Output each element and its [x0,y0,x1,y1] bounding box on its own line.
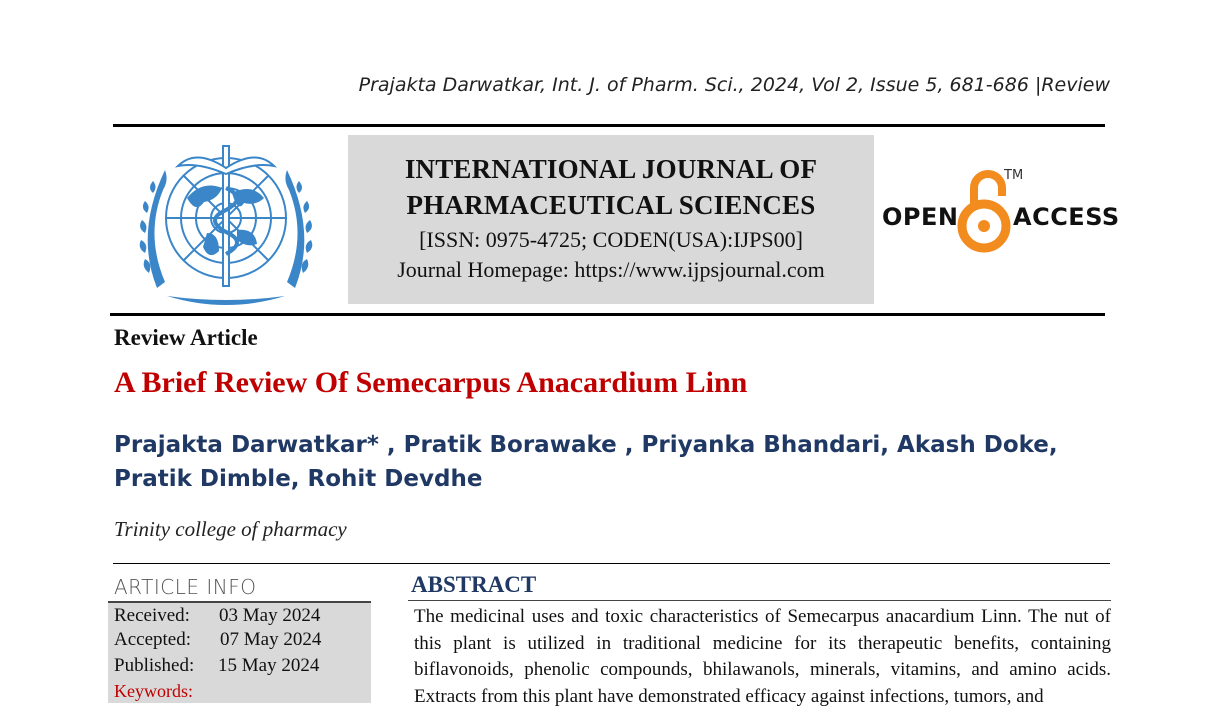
open-access-logo [880,166,1120,256]
keywords-label: Keywords: [114,681,193,701]
section-divider [113,563,1110,564]
published-label: Published: [114,655,195,676]
header-bottom-rule [110,313,1105,316]
article-type: Review Article [114,325,258,350]
published-date: 15 May 2024 [218,655,320,676]
abstract-heading: ABSTRACT [411,572,537,597]
open-access-left-word: OPEN [882,203,959,231]
article-info-panel [108,603,371,703]
accepted-row [114,629,322,651]
journal-homepage: Journal Homepage: https://www.ijpsjournal.com [397,257,825,282]
un-caduceus-emblem-icon [127,138,325,306]
journal-issn: [ISSN: 0975-4725; CODEN(USA):IJPS00] [419,227,803,252]
abstract-text: The medicinal uses and toxic characteristics of Semecarpus anacardium Linn. The nut of this plant is utilized in traditional medicine for its therapeutic benefits, containing biflavonoids, phenolic compounds, bhilawanols, minerals, vitamins, and amino acids. Extracts from this plant have demonstrated efficacy against infections, tumors, and [414,606,1111,707]
article-title: A Brief Review Of Semecarpus Anacardium Linn [114,366,748,399]
received-row [114,605,321,627]
accepted-date: 07 May 2024 [220,629,322,650]
author-list: Prajakta Darwatkar* , Pratik Borawake , Priyanka Bhandari, Akash Doke, Pratik Dimble, Rohit Devdhe [114,432,1058,492]
running-header-citation: Prajakta Darwatkar, Int. J. of Pharm. Sci., 2024, Vol 2, Issue 5, 681-686 |Review [358,74,1110,96]
header-top-rule [113,124,1105,127]
published-row [114,655,320,677]
article-info-heading: ARTICLE INFO [114,575,257,599]
received-date: 03 May 2024 [219,605,321,626]
accepted-label: Accepted: [114,629,192,650]
received-label: Received: [114,605,190,626]
abstract-rule [408,600,1111,601]
open-access-trademark: TM [1004,168,1024,183]
journal-title-line2: PHARMACEUTICAL SCIENCES [406,190,816,220]
author-affiliation: Trinity college of pharmacy [114,517,347,541]
journal-masthead [348,135,874,304]
open-access-right-word: ACCESS [1013,203,1120,231]
journal-title-line1: INTERNATIONAL JOURNAL OF [404,154,818,184]
